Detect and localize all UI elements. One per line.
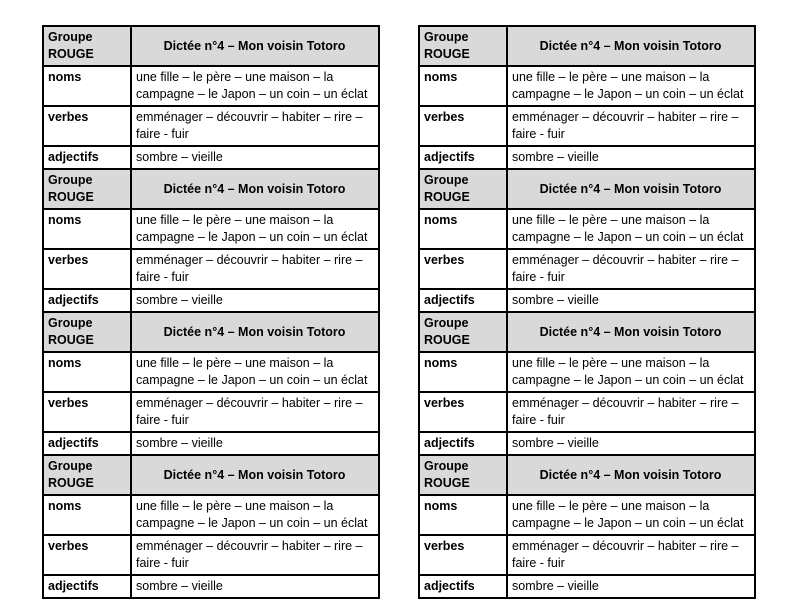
verbes-row	[43, 106, 379, 146]
table-header-row	[43, 312, 379, 352]
adjectifs-content: sombre – vieille	[131, 575, 379, 598]
verbes-label: verbes	[43, 106, 131, 146]
adjectifs-content: sombre – vieille	[507, 575, 755, 598]
adjectifs-row	[43, 575, 379, 598]
group-name-cell: Groupe ROUGE	[43, 26, 131, 66]
noms-label: noms	[419, 352, 507, 392]
noms-row	[43, 66, 379, 106]
verbes-content: emménager – découvrir – habiter – rire – faire - fuir	[131, 535, 379, 575]
adjectifs-row	[43, 432, 379, 455]
vocab-table	[418, 311, 756, 456]
noms-row	[43, 209, 379, 249]
group-name-cell: Groupe ROUGE	[43, 455, 131, 495]
dictation-title-cell: Dictée n°4 – Mon voisin Totoro	[131, 312, 379, 352]
noms-content: une fille – le père – une maison – la campagne – le Japon – un coin – un éclat	[507, 209, 755, 249]
noms-content: une fille – le père – une maison – la campagne – le Japon – un coin – un éclat	[507, 495, 755, 535]
noms-content: une fille – le père – une maison – la campagne – le Japon – un coin – un éclat	[507, 352, 755, 392]
table-header-row	[419, 312, 755, 352]
table-header-row	[419, 26, 755, 66]
verbes-content: emménager – découvrir – habiter – rire – faire - fuir	[131, 392, 379, 432]
group-name-cell: Groupe ROUGE	[43, 169, 131, 209]
verbes-row	[419, 392, 755, 432]
verbes-row	[43, 535, 379, 575]
adjectifs-content: sombre – vieille	[507, 289, 755, 312]
adjectifs-row	[419, 575, 755, 598]
verbes-content: emménager – découvrir – habiter – rire – faire - fuir	[507, 249, 755, 289]
verbes-content: emménager – découvrir – habiter – rire – faire - fuir	[507, 392, 755, 432]
noms-row	[43, 495, 379, 535]
noms-content: une fille – le père – une maison – la campagne – le Japon – un coin – un éclat	[507, 66, 755, 106]
noms-label: noms	[43, 495, 131, 535]
adjectifs-row	[43, 146, 379, 169]
table-header-row	[43, 26, 379, 66]
adjectifs-content: sombre – vieille	[507, 146, 755, 169]
adjectifs-label: adjectifs	[419, 289, 507, 312]
vocab-table	[42, 311, 380, 456]
noms-row	[43, 352, 379, 392]
noms-label: noms	[419, 209, 507, 249]
adjectifs-content: sombre – vieille	[507, 432, 755, 455]
noms-content: une fille – le père – une maison – la campagne – le Japon – un coin – un éclat	[131, 352, 379, 392]
noms-label: noms	[43, 352, 131, 392]
adjectifs-content: sombre – vieille	[131, 146, 379, 169]
dictation-title-cell: Dictée n°4 – Mon voisin Totoro	[507, 455, 755, 495]
adjectifs-label: adjectifs	[43, 146, 131, 169]
noms-label: noms	[419, 495, 507, 535]
noms-content: une fille – le père – une maison – la campagne – le Japon – un coin – un éclat	[131, 209, 379, 249]
verbes-content: emménager – découvrir – habiter – rire – faire - fuir	[131, 106, 379, 146]
verbes-label: verbes	[43, 249, 131, 289]
dictation-title-cell: Dictée n°4 – Mon voisin Totoro	[507, 169, 755, 209]
noms-label: noms	[419, 66, 507, 106]
adjectifs-label: adjectifs	[419, 146, 507, 169]
verbes-label: verbes	[419, 535, 507, 575]
noms-row	[419, 495, 755, 535]
verbes-label: verbes	[43, 392, 131, 432]
group-name-cell: Groupe ROUGE	[419, 26, 507, 66]
table-header-row	[419, 455, 755, 495]
noms-label: noms	[43, 209, 131, 249]
verbes-label: verbes	[419, 392, 507, 432]
verbes-label: verbes	[419, 249, 507, 289]
vocab-table	[42, 454, 380, 599]
noms-content: une fille – le père – une maison – la campagne – le Japon – un coin – un éclat	[131, 66, 379, 106]
adjectifs-content: sombre – vieille	[131, 289, 379, 312]
adjectifs-row	[419, 289, 755, 312]
vocab-table	[42, 25, 380, 170]
verbes-content: emménager – découvrir – habiter – rire – faire - fuir	[131, 249, 379, 289]
verbes-label: verbes	[43, 535, 131, 575]
table-header-row	[43, 455, 379, 495]
table-header-row	[43, 169, 379, 209]
group-name-cell: Groupe ROUGE	[419, 169, 507, 209]
verbes-content: emménager – découvrir – habiter – rire – faire - fuir	[507, 535, 755, 575]
adjectifs-row	[419, 432, 755, 455]
vocab-table	[418, 168, 756, 313]
adjectifs-row	[419, 146, 755, 169]
vocab-table	[42, 168, 380, 313]
noms-row	[419, 352, 755, 392]
verbes-row	[419, 106, 755, 146]
vocab-table	[418, 25, 756, 170]
left-table-column	[42, 25, 378, 593]
verbes-row	[419, 535, 755, 575]
adjectifs-label: adjectifs	[43, 432, 131, 455]
dictation-title-cell: Dictée n°4 – Mon voisin Totoro	[131, 455, 379, 495]
noms-label: noms	[43, 66, 131, 106]
verbes-content: emménager – découvrir – habiter – rire – faire - fuir	[507, 106, 755, 146]
right-table-column	[418, 25, 754, 593]
verbes-row	[43, 392, 379, 432]
verbes-row	[419, 249, 755, 289]
adjectifs-row	[43, 289, 379, 312]
verbes-label: verbes	[419, 106, 507, 146]
noms-content: une fille – le père – une maison – la campagne – le Japon – un coin – un éclat	[131, 495, 379, 535]
group-name-cell: Groupe ROUGE	[419, 455, 507, 495]
adjectifs-label: adjectifs	[419, 432, 507, 455]
noms-row	[419, 209, 755, 249]
adjectifs-label: adjectifs	[419, 575, 507, 598]
dictation-title-cell: Dictée n°4 – Mon voisin Totoro	[507, 26, 755, 66]
table-header-row	[419, 169, 755, 209]
adjectifs-content: sombre – vieille	[131, 432, 379, 455]
adjectifs-label: adjectifs	[43, 289, 131, 312]
dictation-title-cell: Dictée n°4 – Mon voisin Totoro	[131, 26, 379, 66]
adjectifs-label: adjectifs	[43, 575, 131, 598]
group-name-cell: Groupe ROUGE	[43, 312, 131, 352]
noms-row	[419, 66, 755, 106]
group-name-cell: Groupe ROUGE	[419, 312, 507, 352]
dictation-title-cell: Dictée n°4 – Mon voisin Totoro	[507, 312, 755, 352]
vocab-table	[418, 454, 756, 599]
dictation-title-cell: Dictée n°4 – Mon voisin Totoro	[131, 169, 379, 209]
verbes-row	[43, 249, 379, 289]
